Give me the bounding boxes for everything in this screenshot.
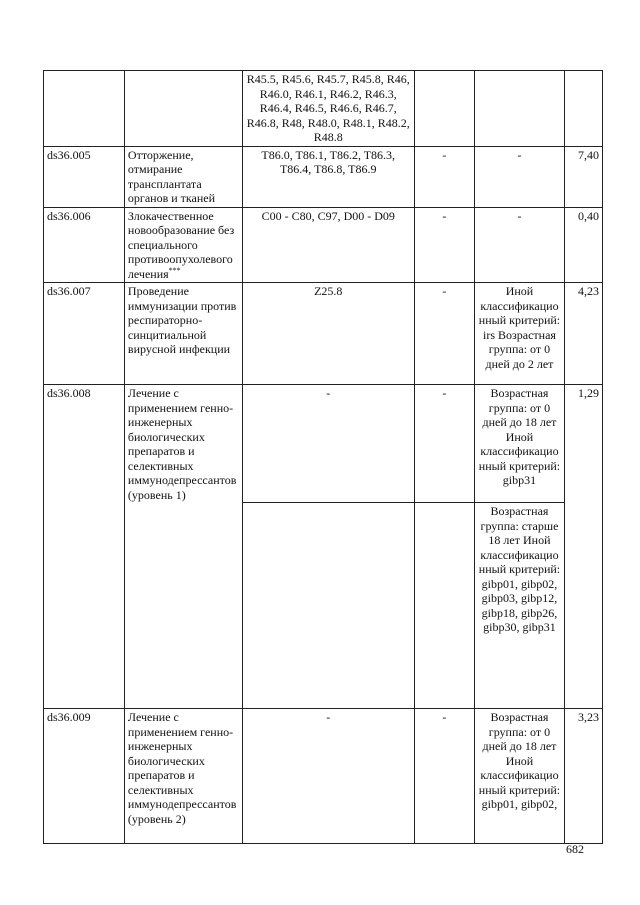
table-row bbox=[44, 71, 603, 147]
diagnosis-codes-cell: R45.5, R45.6, R45.7, R45.8, R46, R46.0, R46.1, R46.2, R46.3, R46.4, R46.5, R46.6, R46.7, R46.8, R48, R48.0, R48.1, R48.2, R48.8 bbox=[242, 71, 414, 147]
page-number: 682 bbox=[566, 842, 584, 856]
table-row bbox=[44, 385, 603, 503]
other-criteria-cell: - bbox=[474, 207, 564, 283]
ksg-code-cell: ds36.009 bbox=[44, 709, 125, 844]
diagnosis-codes-cell: - bbox=[242, 385, 414, 503]
coefficient-cell: 3,23 bbox=[565, 709, 603, 844]
ksg-code-cell: ds36.007 bbox=[44, 283, 125, 385]
other-criteria-cell: - bbox=[474, 146, 564, 207]
coefficient-cell: 1,29 bbox=[565, 385, 603, 709]
table-row bbox=[44, 207, 603, 283]
coefficient-cell: 4,23 bbox=[565, 283, 603, 385]
other-criteria-cell: Возрастная группа: от 0 дней до 18 лет Иной классификационный критерий: gibp31 bbox=[474, 385, 564, 503]
service-codes-cell: - bbox=[414, 207, 474, 283]
diagnosis-codes-cell: Z25.8 bbox=[242, 283, 414, 385]
diagnosis-codes-cell: - bbox=[242, 709, 414, 844]
service-codes-cell: - bbox=[414, 283, 474, 385]
ksg-name-text: Злокачественное новообразование без специального противоопухолевого лечения bbox=[127, 208, 235, 281]
ksg-code-cell: ds36.005 bbox=[44, 146, 125, 207]
ksg-name-cell: Отторжение, отмирание трансплантата органов и тканей bbox=[124, 146, 242, 207]
footnote-mark: *** bbox=[168, 265, 181, 275]
service-codes-cell: - bbox=[414, 385, 474, 503]
other-criteria-cell: Иной классификационный критерий: irs Возрастная группа: от 0 дней до 2 лет bbox=[474, 283, 564, 385]
diagnosis-codes-cell: C00 - C80, C97, D00 - D09 bbox=[242, 207, 414, 283]
ksg-name-cell: Проведение иммунизации против респираторно-синцитиальной вирусной инфекции bbox=[124, 283, 242, 385]
service-codes-cell: - bbox=[414, 709, 474, 844]
table-row bbox=[44, 283, 603, 385]
ksg-name-cell bbox=[124, 207, 242, 283]
table-row bbox=[44, 146, 603, 207]
ksg-name-cell: Лечение с применением генно-инженерных биологических препаратов и селективных иммунодепрессантов (уровень 2) bbox=[124, 709, 242, 844]
ksg-table bbox=[43, 70, 603, 844]
other-criteria-cell: Возрастная группа: от 0 дней до 18 лет Иной классификационный критерий: gibp01, gibp02, bbox=[474, 709, 564, 844]
diagnosis-codes-cell: T86.0, T86.1, T86.2, T86.3, T86.4, T86.8, T86.9 bbox=[242, 146, 414, 207]
other-criteria-cell: Возрастная группа: старше 18 лет Иной классификационный критерий: gibp01, gibp02, gibp03, gibp12, gibp18, gibp26, gibp30, gibp31 bbox=[474, 503, 564, 709]
ksg-code-cell: ds36.006 bbox=[44, 207, 125, 283]
coefficient-cell: 7,40 bbox=[565, 146, 603, 207]
service-codes-cell: - bbox=[414, 146, 474, 207]
coefficient-cell: 0,40 bbox=[565, 207, 603, 283]
ksg-code-cell: ds36.008 bbox=[44, 385, 125, 709]
ksg-name-cell: Лечение с применением генно-инженерных биологических препаратов и селективных иммунодепрессантов (уровень 1) bbox=[124, 385, 242, 709]
table-row bbox=[44, 709, 603, 844]
